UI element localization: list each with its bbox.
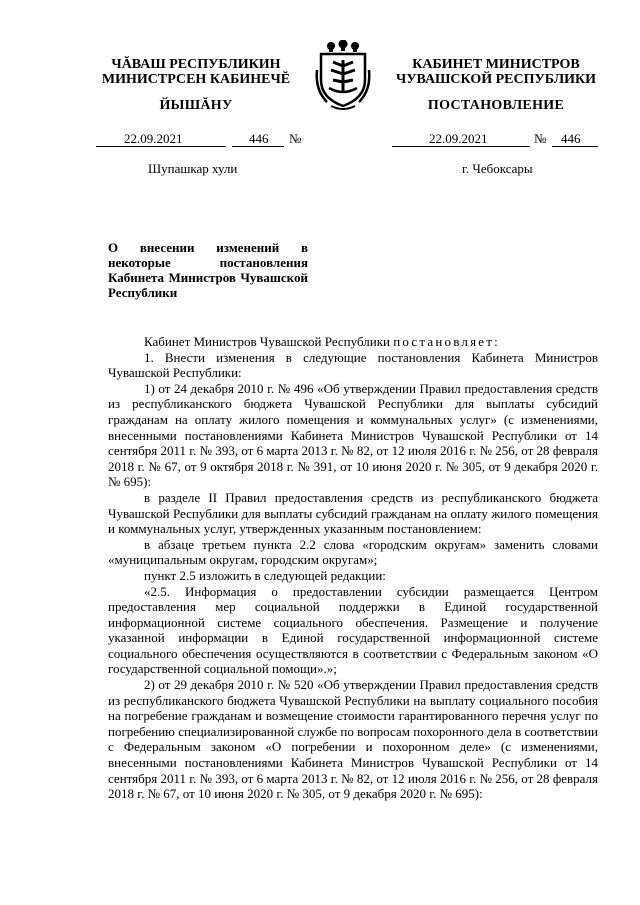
- date-left-underline: [96, 146, 226, 147]
- body-paragraph-3: в разделе II Правил предоставления средств из республиканского бюджета Чувашской Республики для выплаты субсидий гражданам на оплату жилого помещения и коммунальных услуг, утвержденных указанным постановлением:: [108, 489, 598, 537]
- date-right-underline: [392, 146, 530, 147]
- header-right-line1: КАБИНЕТ МИНИСТРОВ: [412, 57, 580, 72]
- number-right: 446: [561, 131, 581, 146]
- body-paragraph-2: 1) от 24 декабря 2010 г. № 496 «Об утверждении Правил предоставления средств из республиканского бюджета Чувашской Республики для выплаты субсидий гражданам на оплату жилого помещения и коммунальных услуг» (с изменениями, внесенными постановлениями Кабинета Министров Чувашской Республики от 14 сентября 2011 г. № 393, от 6 марта 2013 г. № 82, от 12 июля 2016 г. № 256, от 28 февраля 2018 г. № 67, от 9 октября 2018 г. № 391, от 10 июня 2020 г. № 305, от 9 декабря 2020 г. № 695):: [108, 380, 598, 490]
- number-left-underline: [232, 146, 284, 147]
- number-sign-right: №: [534, 131, 547, 146]
- document-body: [108, 334, 598, 802]
- body-intro: Кабинет Министров Чувашской Республики постановляет:: [144, 334, 500, 349]
- body-paragraph-5: пункт 2.5 изложить в следующей редакции:: [144, 567, 386, 583]
- header-left-title: [96, 57, 296, 87]
- header-right-line2: ЧУВАШСКОЙ РЕСПУБЛИКИ: [395, 72, 597, 87]
- number-right-underline: [552, 146, 598, 147]
- body-paragraph-6: «2.5. Информация о предоставлении субсидии размещается Центром предоставления мер социальной поддержки в Единой государственной информационной системе социального обеспечения. Размещение и получение указанной информации в Единой государственной информационной системе социального обеспечения осуществляются в соответствии с Федеральным законом «О государственной социальной помощи».»;: [108, 583, 598, 677]
- place-left: Шупашкар хули: [148, 161, 238, 176]
- body-paragraph-4: в абзаце третьем пункта 2.2 слова «городским округам» заменить словами «муниципальным округам, городским округам»;: [108, 536, 598, 568]
- body-intro-verb: постановляет:: [393, 334, 500, 349]
- doctype-right: ПОСТАНОВЛЕНИЕ: [427, 98, 565, 113]
- place-right: г. Чебоксары: [462, 161, 533, 176]
- body-paragraph-7: 2) от 29 декабря 2010 г. № 520 «Об утверждении Правил предоставления средств из республиканского бюджета Чувашской Республики на выплату социального пособия на погребение гражданам и возмещение стоимости гарантированного перечня услуг по погребению специализированной службе по вопросам похоронного дела в соответствии с Федеральным законом «О погребении и похоронном деле» (с изменениями, внесенными постановлениями Кабинета Министров Чувашской Республики от 14 сентября 2011 г. № 393, от 6 марта 2013 г. № 82, от 12 июля 2016 г. № 256, от 28 февраля 2018 г. № 67, от 10 июня 2020 г. № 305, от 9 декабря 2020 г. № 695):: [108, 677, 598, 802]
- doctype-left: ЙЫШĂНУ: [159, 98, 233, 113]
- number-left: 446: [249, 131, 269, 146]
- document-subject: О внесении изменений в некоторые постановления Кабинета Министров Чувашской Республики: [108, 240, 308, 300]
- header-right-title: [392, 57, 600, 87]
- coat-of-arms-emblem: [313, 40, 373, 112]
- header-left-line2: МИНИСТРСЕН КАБИНЕЧĔ: [101, 72, 291, 87]
- date-right: 22.09.2021: [429, 131, 488, 146]
- header-left-line1: ЧĂВАШ РЕСПУБЛИКИН: [111, 57, 281, 72]
- number-sign-left: №: [289, 131, 302, 146]
- date-left: 22.09.2021: [124, 131, 183, 146]
- body-paragraph-1: 1. Внести изменения в следующие постановления Кабинета Министров Чувашской Республики:: [108, 349, 598, 381]
